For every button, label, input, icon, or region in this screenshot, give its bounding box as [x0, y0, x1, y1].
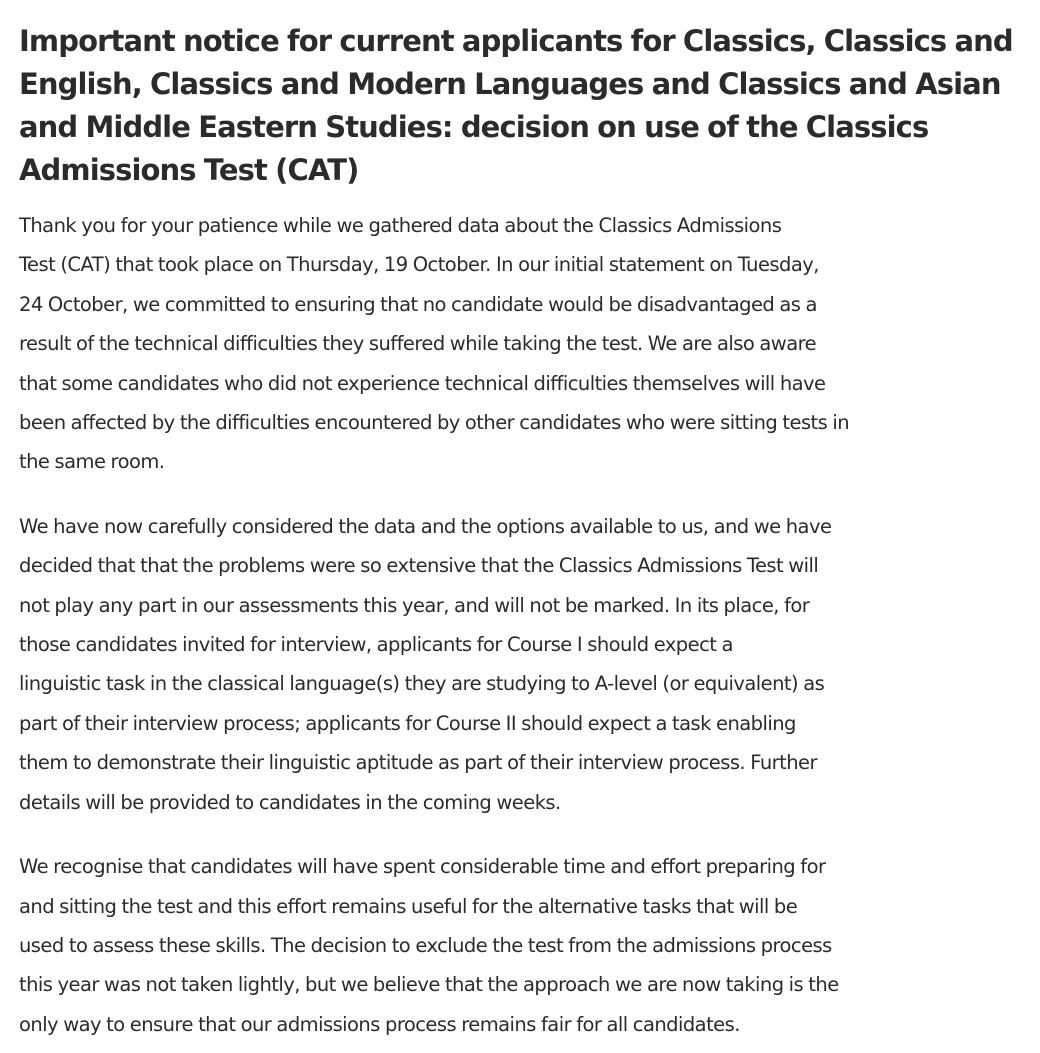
text-line: the same room. [19, 450, 165, 474]
paragraph-intro [19, 206, 1034, 482]
text-line: decided that that the problems were so extensive that the Classics Admissions Test will [19, 554, 819, 578]
text-line: used to assess these skills. The decision to exclude the test from the admissions process [19, 933, 832, 957]
title-line: Admissions Test (CAT) [19, 153, 359, 187]
text-line: details will be provided to candidates in the coming weeks. [19, 790, 561, 814]
title-line: Important notice for current applicants for Classics, Classics and [19, 24, 1013, 58]
text-line: We have now carefully considered the data and the options available to us, and we have [19, 514, 832, 538]
paragraph-conclusion [19, 847, 1034, 1044]
text-line: that some candidates who did not experience technical difficulties themselves will have [19, 371, 826, 395]
text-line: 24 October, we committed to ensuring that no candidate would be disadvantaged as a [19, 292, 817, 316]
paragraph-decision [19, 507, 1034, 822]
notice-body [19, 206, 1034, 1044]
title-line: and Middle Eastern Studies: decision on use of the Classics [19, 110, 929, 144]
text-line: linguistic task in the classical language(s) they are studying to A-level (or equivalent) as [19, 672, 825, 696]
text-line: Thank you for your patience while we gathered data about the Classics Admissions [19, 214, 782, 237]
text-line: Test (CAT) that took place on Thursday, 19 October. In our initial statement on Tuesday, [19, 253, 819, 277]
title-line: English, Classics and Modern Languages and Classics and Asian [19, 67, 1001, 101]
text-line: them to demonstrate their linguistic aptitude as part of their interview process. Further [19, 751, 817, 775]
text-line: We recognise that candidates will have spent considerable time and effort preparing for [19, 855, 826, 879]
text-line: part of their interview process; applicants for Course II should expect a task enabling [19, 711, 796, 735]
text-line: only way to ensure that our admissions process remains fair for all candidates. [19, 1012, 740, 1036]
text-line: not play any part in our assessments this year, and will not be marked. In its place, for [19, 593, 810, 617]
text-line: those candidates invited for interview, applicants for Course I should expect a [19, 633, 733, 657]
text-line: and sitting the test and this effort remains useful for the alternative tasks that will be [19, 894, 798, 918]
notice-title [19, 20, 1019, 192]
text-line: this year was not taken lightly, but we believe that the approach we are now taking is the [19, 973, 839, 997]
text-line: been affected by the difficulties encountered by other candidates who were sitting tests in [19, 411, 850, 435]
text-line: result of the technical difficulties they suffered while taking the test. We are also aware [19, 332, 817, 356]
